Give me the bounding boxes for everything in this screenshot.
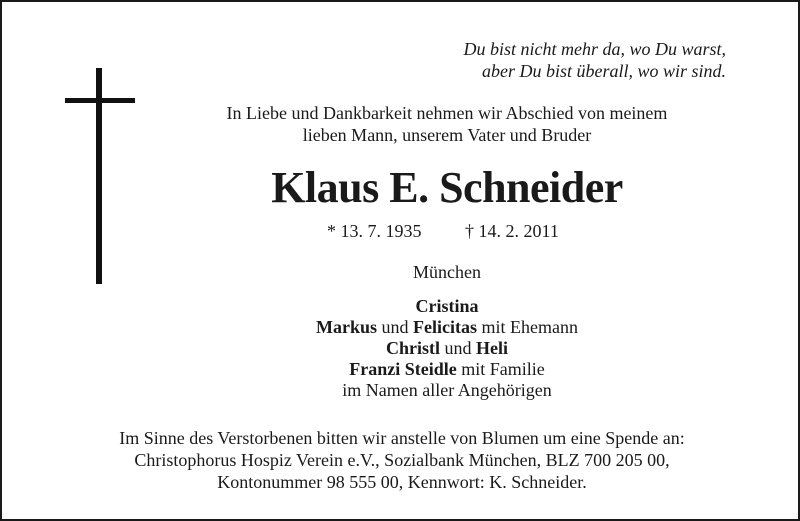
birth-date: * 13. 7. 1935 bbox=[327, 221, 422, 241]
mourner-sibling: Franzi Steidle bbox=[349, 359, 457, 379]
mourner-line-2 bbox=[172, 317, 722, 338]
cross-horizontal-bar bbox=[65, 98, 135, 103]
mourner-closing: im Namen aller Angehörigen bbox=[342, 380, 552, 400]
mourner-and-1: und bbox=[377, 317, 414, 337]
deceased-name: Klaus E. Schneider bbox=[271, 163, 623, 212]
mourner-child-heli: Heli bbox=[476, 338, 508, 358]
quote-line-2: aber Du bist überall, wo wir sind. bbox=[481, 61, 726, 81]
mourner-partner-suffix: mit Ehemann bbox=[477, 317, 578, 337]
mourner-and-2: und bbox=[440, 338, 476, 358]
intro-line-2: lieben Mann, unserem Vater und Bruder bbox=[302, 125, 592, 145]
mourner-line-1 bbox=[172, 296, 722, 317]
intro-text bbox=[172, 102, 722, 146]
place-name: München bbox=[413, 262, 481, 282]
quote-line-1: Du bist nicht mehr da, wo Du warst, bbox=[463, 39, 726, 59]
mourner-line-3 bbox=[172, 338, 722, 359]
mourner-wife: Cristina bbox=[415, 296, 479, 316]
mourner-child-christl: Christl bbox=[386, 338, 440, 358]
donation-request bbox=[42, 427, 762, 493]
mourner-son: Markus bbox=[316, 317, 378, 337]
mourner-sibling-suffix: mit Familie bbox=[456, 359, 545, 379]
mourners-list bbox=[172, 296, 722, 401]
donation-line-1: Im Sinne des Verstorbenen bitten wir anstelle von Blumen um eine Spende an: bbox=[119, 428, 685, 448]
memorial-quote bbox=[463, 38, 726, 82]
intro-line-1: In Liebe und Dankbarkeit nehmen wir Abschied von meinem bbox=[226, 103, 668, 123]
death-date: † 14. 2. 2011 bbox=[465, 221, 559, 241]
donation-line-3: Kontonummer 98 555 00, Kennwort: K. Schneider. bbox=[217, 472, 587, 492]
mourner-line-4 bbox=[172, 359, 722, 380]
mourner-partner: Felicitas bbox=[413, 317, 477, 337]
donation-line-2: Christophorus Hospiz Verein e.V., Sozialbank München, BLZ 700 205 00, bbox=[134, 450, 670, 470]
